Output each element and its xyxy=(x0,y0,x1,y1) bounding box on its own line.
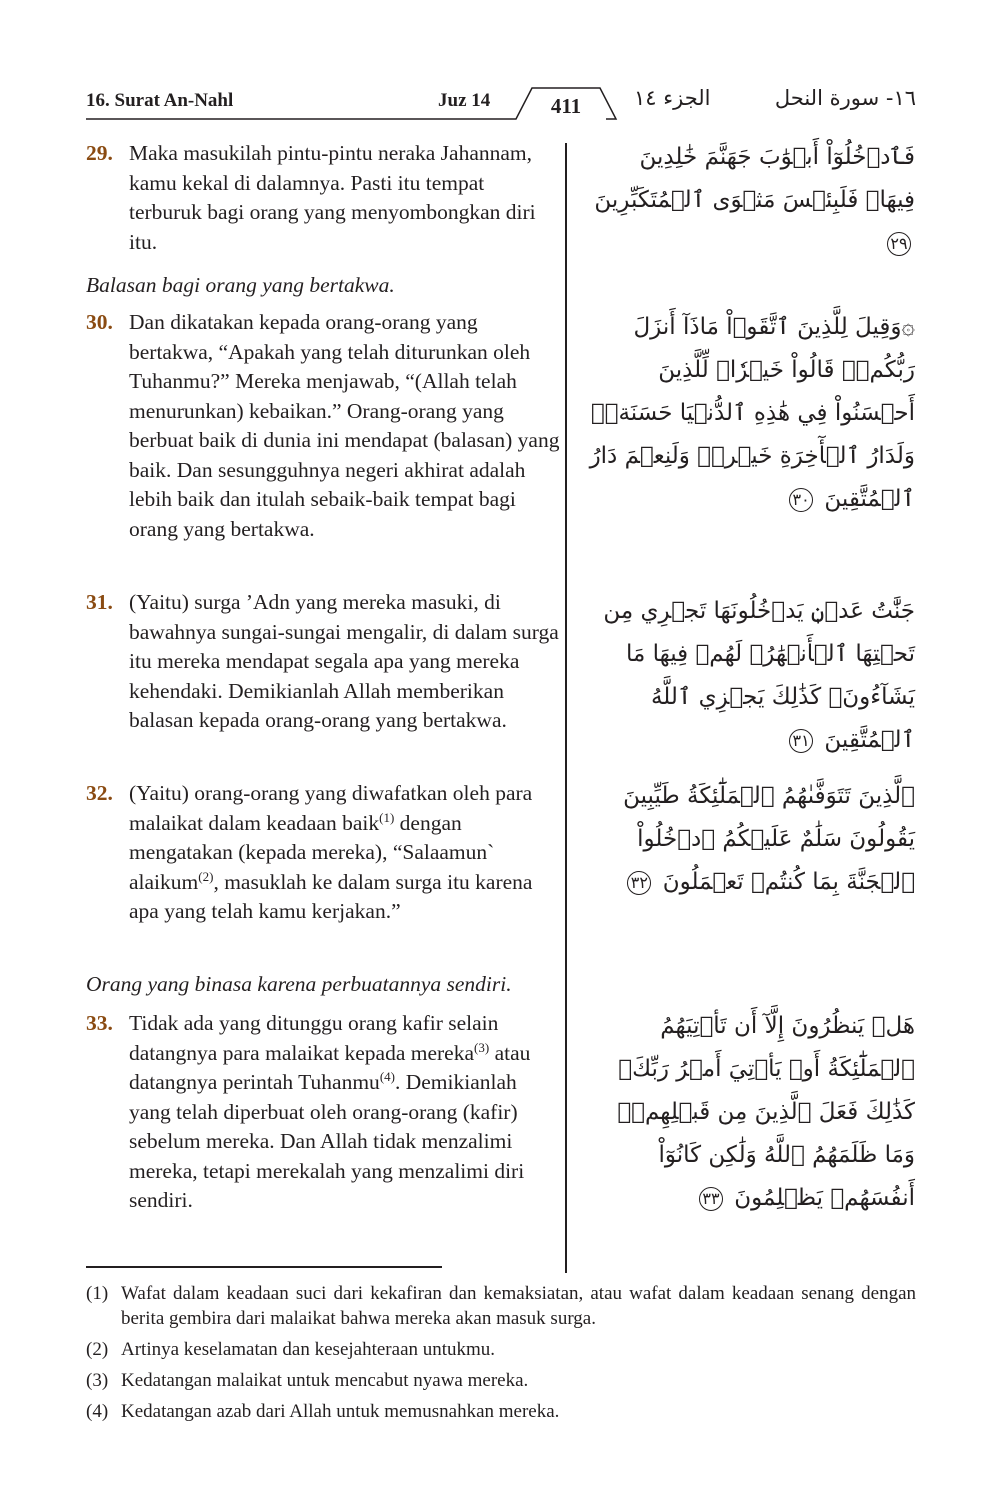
verse-number: 32. xyxy=(86,781,113,805)
footnote-number: (3) xyxy=(86,1370,109,1391)
arabic-text: فَٱدۡخُلُوٓاْ أَبۡوَٰبَ جَهَنَّمَ خَٰلِدِينَ فِيهَاۖ فَلَبِئۡسَ مَثۡوَى ٱلۡمُتَكَبِّرِينَ xyxy=(594,144,915,213)
verse-31-translation xyxy=(86,588,560,736)
arabic-text: ۞وَقِيلَ لِلَّذِينَ ٱتَّقَوۡاْ مَاذَآ أَنزَلَ رَبُّكُمۡۚ قَالُواْ خَيۡرٗاۗ لِّلَّذِينَ أَحۡسَنُواْ فِي هَٰذِهِ ٱلدُّنۡيَا حَسَنَةٞۚ وَلَدَارُ ٱلۡأٓخِرَةِ خَيۡرٞۚ وَلَنِعۡمَ دَارُ ٱلۡمُتَّقِينَ xyxy=(589,314,915,512)
footnote-text: Wafat dalam keadaan suci dari kekafiran dan kemaksiatan, atau wafat dalam keadaan senang dengan berita gembira dari malaikat bahwa mereka akan masuk surga. xyxy=(121,1283,916,1329)
verse-30-arabic xyxy=(585,306,915,521)
footnotes xyxy=(86,1281,916,1430)
arabic-text: جَنَّٰتُ عَدۡنٖ يَدۡخُلُونَهَا تَجۡرِي مِن تَحۡتِهَا ٱلۡأَنۡهَٰرُۖ لَهُمۡ فِيهَا مَا يَشَآءُونَۚ كَذَٰلِكَ يَجۡزِي ٱللَّهُ ٱلۡمُتَّقِينَ xyxy=(603,598,915,753)
verse-text: Tidak ada yang ditunggu orang kafir selain datangnya para malaikat kepada mereka$^{(3)}$ atau datangnya perintah Tuhanmu$^{(4)}$. Demikianlah yang telah diperbuat oleh orang-orang (kafir) sebelum mereka. Dan Allah tidak menzalimi mereka, tetapi merekalah yang menzalimi diri sendiri. xyxy=(129,1011,531,1212)
column-divider xyxy=(565,143,567,1273)
footnote-text: Kedatangan azab dari Allah untuk memusnahkan mereka. xyxy=(121,1401,560,1422)
ayah-end-marker: ٣١ xyxy=(789,729,813,753)
verse-number: 30. xyxy=(86,310,113,334)
page-number: 411 xyxy=(550,94,582,118)
verse-number: 31. xyxy=(86,590,113,614)
verse-text: (Yaitu) orang-orang yang diwafatkan oleh para malaikat dalam keadaan baik$^{(1)}$ dengan mengatakan (kepada mereka), “Salaamun` alaikum$^{(2)}$, masuklah ke dalam surga itu karena apa yang telah kamu kerjakan.” xyxy=(129,781,533,923)
footnote-text: Artinya keselamatan dan kesejahteraan untukmu. xyxy=(121,1339,496,1360)
arabic-text: هَلۡ يَنظُرُونَ إِلَّآ أَن تَأۡتِيَهُمُ ٱلۡمَلَٰٓئِكَةُ أَوۡ يَأۡتِيَ أَمۡرُ رَبِّكَۚ كَذَٰلِكَ فَعَلَ ٱلَّذِينَ مِن قَبۡلِهِمۡۚ وَمَا ظَلَمَهُمُ ٱللَّهُ وَلَٰكِن كَانُوٓاْ أَنفُسَهُمۡ يَظۡلِمُونَ xyxy=(617,1013,915,1211)
verse-32-translation xyxy=(86,779,560,927)
ayah-end-marker: ٣٣ xyxy=(699,1187,723,1211)
verse-32-arabic xyxy=(585,775,915,904)
footnote-ref-1: (1) xyxy=(379,809,395,825)
verse-text: Dan dikatakan kepada orang-orang yang bertakwa, “Apakah yang telah diturunkan oleh Tuhanmu?” Mereka menjawab, “(Allah telah menurunkan) kebaikan.” Orang-orang yang berbuat baik di dunia ini mendapat (balasan) yang baik. Dan sesungguhnya negeri akhirat adalah lebih baik dan itulah sebaik-baik tempat bagi orang yang bertakwa. xyxy=(129,310,560,541)
verse-33-translation xyxy=(86,1009,560,1216)
footnote-2 xyxy=(86,1337,916,1362)
footnote-3 xyxy=(86,1368,916,1393)
footnote-number: (2) xyxy=(86,1339,109,1360)
page-header xyxy=(86,84,916,124)
verse-33-arabic xyxy=(585,1005,915,1220)
verse-number: 33. xyxy=(86,1011,113,1035)
footnote-ref-4: (4) xyxy=(379,1069,395,1084)
footnote-rule xyxy=(86,1266,442,1268)
section-heading: Balasan bagi orang yang bertakwa. xyxy=(86,273,395,297)
ayah-end-marker: ٣٢ xyxy=(627,871,651,895)
section-heading: Orang yang binasa karena perbuatannya sendiri. xyxy=(86,972,512,996)
arabic-text: ٱلَّذِينَ تَتَوَفَّىٰهُمُ ٱلۡمَلَٰٓئِكَةُ طَيِّبِينَ يَقُولُونَ سَلَٰمٌ عَلَيۡكُمُ ٱدۡخُلُواْ ٱلۡجَنَّةَ بِمَا كُنتُمۡ تَعۡمَلُونَ xyxy=(623,783,915,895)
verse-29-arabic xyxy=(585,136,915,265)
verse-text: (Yaitu) surga ’Adn yang mereka masuki, di bawahnya sungai-sungai mengalir, di dalam surga itu mereka mendapat segala apa yang mereka kehendaki. Demikianlah Allah memberikan balasan kepada orang-orang yang bertakwa. xyxy=(129,590,559,732)
surah-title-arabic: ١٦- سورة النحل xyxy=(774,86,916,110)
verse-29-translation xyxy=(86,139,560,257)
footnote-ref-3: (3) xyxy=(474,1039,490,1055)
ayah-end-marker: ٣٠ xyxy=(789,488,813,512)
juz-label-latin: Juz 14 xyxy=(438,90,491,111)
verse-30-translation xyxy=(86,308,560,544)
juz-label-arabic: الجزء ١٤ xyxy=(634,86,711,110)
footnote-ref-2: (2) xyxy=(198,868,214,884)
verse-31-arabic xyxy=(585,590,915,762)
ayah-end-marker: ٢٩ xyxy=(887,232,911,256)
verse-number: 29. xyxy=(86,141,113,165)
footnote-number: (1) xyxy=(86,1283,109,1304)
footnote-1 xyxy=(86,1281,916,1331)
surah-title-latin: 16. Surat An-Nahl xyxy=(86,90,234,111)
verse-text: Maka masukilah pintu-pintu neraka Jahannam, kamu kekal di dalamnya. Pasti itu tempat terburuk bagi orang yang menyombongkan diri itu. xyxy=(129,141,536,254)
footnote-4 xyxy=(86,1399,916,1424)
footnote-text: Kedatangan malaikat untuk mencabut nyawa mereka. xyxy=(121,1370,529,1391)
footnote-number: (4) xyxy=(86,1401,109,1422)
